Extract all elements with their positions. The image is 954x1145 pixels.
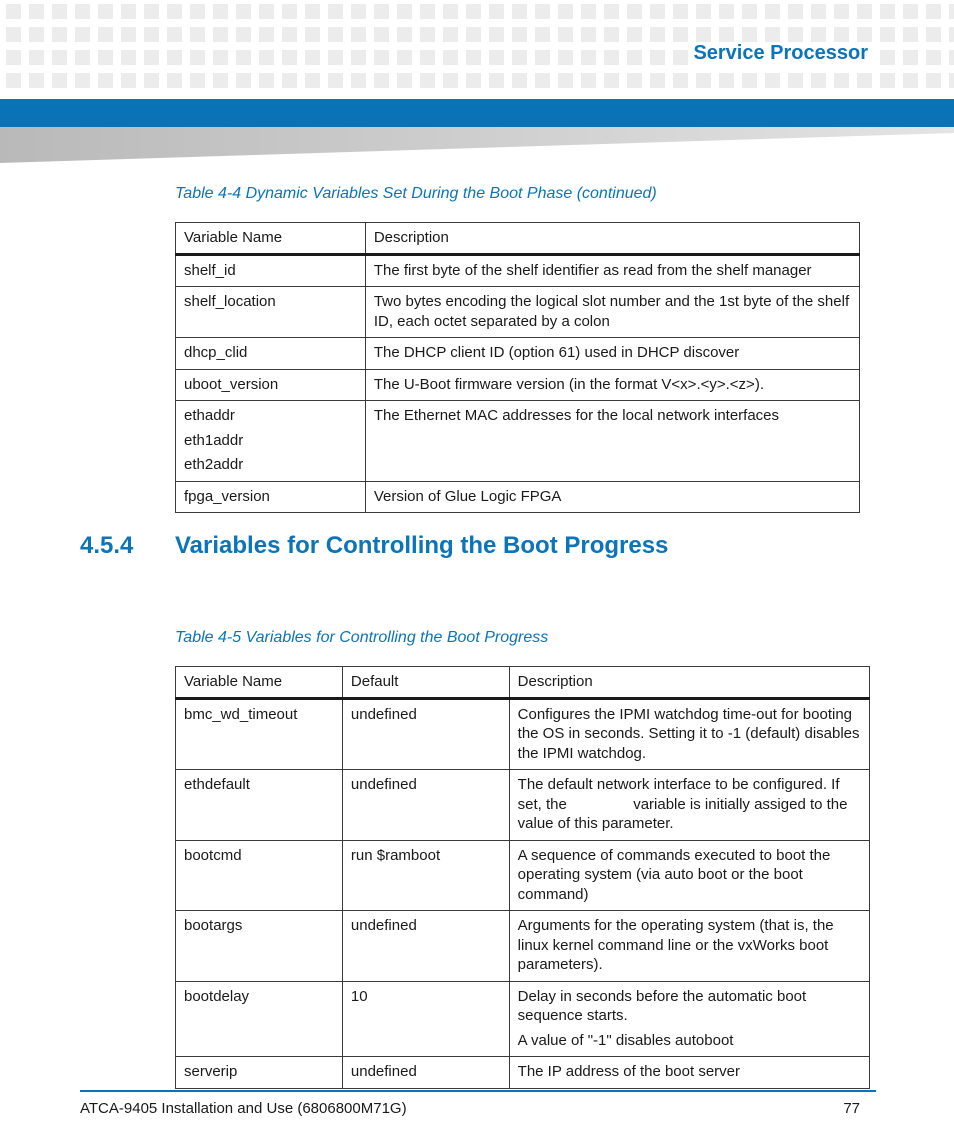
pattern-square — [627, 4, 642, 19]
pattern-square — [650, 4, 665, 19]
pattern-square — [328, 50, 343, 65]
pattern-square — [75, 50, 90, 65]
header-blue-band — [0, 99, 954, 127]
description-cell: The first byte of the shelf identifier as read from the shelf manager — [365, 254, 859, 287]
pattern-square — [236, 4, 251, 19]
pattern-square — [305, 4, 320, 19]
table-row — [176, 770, 870, 841]
pattern-square — [834, 73, 849, 88]
variable-name-cell: bmc_wd_timeout — [176, 698, 343, 770]
pattern-square — [857, 4, 872, 19]
pattern-square — [351, 73, 366, 88]
pattern-square — [443, 27, 458, 42]
pattern-square — [121, 27, 136, 42]
pattern-square — [857, 73, 872, 88]
pattern-square — [213, 50, 228, 65]
pattern-square — [144, 4, 159, 19]
pattern-square — [374, 50, 389, 65]
description-cell — [509, 770, 869, 841]
pattern-square — [604, 4, 619, 19]
column-header: Variable Name — [176, 223, 366, 255]
pattern-square — [489, 73, 504, 88]
table-row — [176, 254, 860, 287]
variable-name-cell — [176, 481, 366, 513]
column-header: Default — [342, 667, 509, 699]
pattern-square — [259, 50, 274, 65]
pattern-square — [52, 4, 67, 19]
pattern-square — [719, 27, 734, 42]
pattern-square — [604, 27, 619, 42]
pattern-square — [604, 50, 619, 65]
pattern-square — [834, 27, 849, 42]
pattern-square — [466, 27, 481, 42]
pattern-square — [190, 4, 205, 19]
description-cell — [509, 1057, 869, 1089]
pattern-square — [926, 50, 941, 65]
pattern-square — [880, 73, 895, 88]
pattern-square — [604, 73, 619, 88]
pattern-square — [903, 50, 918, 65]
section-heading — [80, 532, 668, 560]
variable-name: fpga_version — [184, 487, 270, 505]
pattern-square — [512, 73, 527, 88]
pattern-square — [558, 27, 573, 42]
pattern-square — [98, 50, 113, 65]
pattern-square — [673, 4, 688, 19]
pattern-square — [75, 27, 90, 42]
pattern-square — [29, 27, 44, 42]
pattern-square — [581, 50, 596, 65]
pattern-square — [466, 73, 481, 88]
pattern-square — [535, 73, 550, 88]
pattern-square — [811, 4, 826, 19]
pattern-square — [121, 73, 136, 88]
pattern-square — [535, 50, 550, 65]
footer-document-title: ATCA-9405 Installation and Use (6806800M71G) — [80, 1100, 407, 1117]
variable-name-cell — [176, 254, 366, 287]
description-cell — [509, 911, 869, 982]
pattern-square — [144, 27, 159, 42]
pattern-square — [282, 50, 297, 65]
pattern-square — [512, 27, 527, 42]
pattern-square — [420, 27, 435, 42]
table-row — [176, 698, 870, 770]
table-header-row — [176, 667, 870, 699]
pattern-square — [535, 27, 550, 42]
pattern-square — [29, 4, 44, 19]
section-title: Variables for Controlling the Boot Progress — [175, 532, 669, 559]
pattern-square — [29, 73, 44, 88]
pattern-square — [926, 4, 941, 19]
description-cell: The U-Boot firmware version (in the format V<x>.<y>.<z>). — [365, 369, 859, 401]
pattern-square — [52, 27, 67, 42]
pattern-square — [52, 50, 67, 65]
description-text: The IP address of the boot server — [517, 1063, 741, 1080]
pattern-square — [213, 27, 228, 42]
pattern-square — [420, 73, 435, 88]
footer-rule — [80, 1090, 876, 1092]
pattern-square — [305, 27, 320, 42]
pattern-square — [765, 4, 780, 19]
pattern-square — [926, 73, 941, 88]
description-text: A value of "-1" disables autoboot — [517, 1031, 734, 1049]
pattern-square — [6, 73, 21, 88]
table-row — [176, 981, 870, 1057]
pattern-square — [673, 50, 688, 65]
pattern-square — [949, 27, 954, 42]
page-number: 77 — [843, 1100, 860, 1117]
pattern-square — [581, 73, 596, 88]
pattern-square — [167, 73, 182, 88]
variable-name: eth1addr — [184, 431, 244, 449]
pattern-square — [420, 50, 435, 65]
description-text: Arguments for the operating system (that is, the linux kernel command line or the vxWorks boot parameters). — [517, 917, 834, 973]
pattern-square — [719, 4, 734, 19]
variable-name: ethaddr — [184, 407, 235, 424]
column-header: Variable Name — [176, 667, 343, 699]
pattern-square — [259, 4, 274, 19]
pattern-square — [443, 73, 458, 88]
variable-name: shelf_location — [184, 293, 276, 310]
pattern-square — [811, 27, 826, 42]
pattern-square — [627, 27, 642, 42]
pattern-square — [282, 73, 297, 88]
variable-name-cell — [176, 287, 366, 338]
dynamic-variables-table — [175, 222, 860, 513]
pattern-square — [903, 27, 918, 42]
pattern-square — [903, 73, 918, 88]
pattern-square — [834, 4, 849, 19]
pattern-square — [650, 73, 665, 88]
table-row — [176, 287, 860, 338]
default-value-cell: undefined — [342, 770, 509, 841]
pattern-square — [696, 4, 711, 19]
table-row — [176, 840, 870, 911]
column-header: Description — [509, 667, 869, 699]
pattern-square — [558, 73, 573, 88]
pattern-square — [167, 4, 182, 19]
pattern-square — [696, 73, 711, 88]
pattern-square — [420, 4, 435, 19]
pattern-square — [98, 73, 113, 88]
default-value-cell: 10 — [342, 981, 509, 1057]
pattern-square — [880, 50, 895, 65]
pattern-square — [75, 4, 90, 19]
pattern-square — [236, 50, 251, 65]
variable-name-cell — [176, 338, 366, 370]
pattern-square — [328, 27, 343, 42]
pattern-square — [489, 4, 504, 19]
pattern-square — [374, 4, 389, 19]
table-row — [176, 481, 860, 513]
pattern-square — [719, 73, 734, 88]
pattern-square — [650, 27, 665, 42]
pattern-square — [581, 27, 596, 42]
pattern-square — [236, 73, 251, 88]
pattern-square — [443, 50, 458, 65]
pattern-square — [558, 4, 573, 19]
pattern-square — [880, 4, 895, 19]
table-caption: Table 4-4 Dynamic Variables Set During the Boot Phase (continued) — [175, 185, 657, 202]
pattern-square — [328, 73, 343, 88]
pattern-square — [742, 73, 757, 88]
table-row — [176, 338, 860, 370]
pattern-square — [466, 4, 481, 19]
table-row — [176, 1057, 870, 1089]
default-value-cell: undefined — [342, 698, 509, 770]
description-cell: The DHCP client ID (option 61) used in DHCP discover — [365, 338, 859, 370]
pattern-square — [742, 4, 757, 19]
description-cell — [509, 981, 869, 1057]
description-cell — [509, 698, 869, 770]
pattern-square — [236, 27, 251, 42]
pattern-square — [443, 4, 458, 19]
pattern-square — [190, 50, 205, 65]
pattern-square — [351, 27, 366, 42]
pattern-square — [213, 73, 228, 88]
variable-name: shelf_id — [184, 261, 236, 279]
pattern-square — [627, 73, 642, 88]
pattern-square — [29, 50, 44, 65]
pattern-square — [52, 73, 67, 88]
boot-progress-variables-table — [175, 666, 870, 1089]
pattern-square — [167, 50, 182, 65]
pattern-square — [190, 73, 205, 88]
description-text: The default network interface to be configured. If set, the — [517, 776, 840, 813]
pattern-square — [880, 27, 895, 42]
pattern-square — [673, 73, 688, 88]
description-cell: Two bytes encoding the logical slot number and the 1st byte of the shelf ID, each octet separated by a colon — [365, 287, 859, 338]
table-caption: Table 4-5 Variables for Controlling the Boot Progress — [175, 629, 549, 646]
default-value-cell: undefined — [342, 1057, 509, 1089]
pattern-square — [6, 27, 21, 42]
pattern-square — [305, 50, 320, 65]
pattern-square — [144, 50, 159, 65]
pattern-square — [512, 4, 527, 19]
header-grey-wedge — [0, 127, 954, 163]
pattern-square — [673, 27, 688, 42]
table-row — [176, 369, 860, 401]
pattern-square — [75, 73, 90, 88]
pattern-square — [144, 73, 159, 88]
table-header-row — [176, 223, 860, 255]
pattern-square — [949, 73, 954, 88]
pattern-square — [305, 73, 320, 88]
pattern-square — [259, 73, 274, 88]
description-cell — [509, 840, 869, 911]
pattern-square — [98, 4, 113, 19]
pattern-square — [121, 4, 136, 19]
pattern-square — [397, 4, 412, 19]
pattern-square — [696, 27, 711, 42]
pattern-square — [397, 27, 412, 42]
pattern-square — [374, 27, 389, 42]
pattern-square — [489, 27, 504, 42]
pattern-square — [374, 73, 389, 88]
variable-name-cell: bootcmd — [176, 840, 343, 911]
pattern-square — [121, 50, 136, 65]
pattern-square — [489, 50, 504, 65]
pattern-square — [282, 27, 297, 42]
description-text: Delay in seconds before the automatic boot sequence starts. — [517, 987, 807, 1024]
pattern-square — [581, 4, 596, 19]
pattern-square — [397, 50, 412, 65]
pattern-square — [351, 4, 366, 19]
pattern-square — [535, 4, 550, 19]
pattern-square — [949, 50, 954, 65]
default-value-cell: undefined — [342, 911, 509, 982]
variable-name: uboot_version — [184, 375, 279, 393]
pattern-square — [857, 27, 872, 42]
pattern-square — [558, 50, 573, 65]
default-value-cell: run $ramboot — [342, 840, 509, 911]
pattern-square — [512, 50, 527, 65]
pattern-square — [167, 27, 182, 42]
table-row — [176, 401, 860, 482]
pattern-square — [213, 4, 228, 19]
pattern-square — [259, 27, 274, 42]
pattern-square — [6, 50, 21, 65]
description-text: Configures the IPMI watchdog time-out for booting the OS in seconds. Setting it to -1 (default) disables the IPMI watchdog. — [517, 705, 860, 762]
pattern-square — [765, 27, 780, 42]
pattern-square — [328, 4, 343, 19]
description-cell: The Ethernet MAC addresses for the local network interfaces — [365, 401, 859, 482]
pattern-square — [397, 73, 412, 88]
pattern-square — [765, 73, 780, 88]
pattern-square — [466, 50, 481, 65]
pattern-square — [949, 4, 954, 19]
pattern-square — [788, 27, 803, 42]
pattern-square — [190, 27, 205, 42]
pattern-square — [351, 50, 366, 65]
variable-name-cell — [176, 369, 366, 401]
pattern-square — [742, 27, 757, 42]
pattern-square — [926, 27, 941, 42]
variable-name: eth2addr — [184, 456, 244, 473]
column-header: Description — [365, 223, 859, 255]
variable-name-cell: bootargs — [176, 911, 343, 982]
pattern-square — [903, 4, 918, 19]
variable-name-cell — [176, 401, 366, 482]
variable-name-cell: serverip — [176, 1057, 343, 1089]
pattern-square — [788, 4, 803, 19]
pattern-square — [788, 73, 803, 88]
pattern-square — [650, 50, 665, 65]
pattern-square — [98, 27, 113, 42]
pattern-square — [282, 4, 297, 19]
running-header-title: Service Processor — [689, 42, 872, 65]
table-row — [176, 911, 870, 982]
section-number: 4.5.4 — [80, 532, 134, 559]
pattern-square — [627, 50, 642, 65]
pattern-square — [6, 4, 21, 19]
description-cell: Version of Glue Logic FPGA — [365, 481, 859, 513]
variable-name-cell: ethdefault — [176, 770, 343, 841]
description-text: A sequence of commands executed to boot the operating system (via auto boot or the boot command) — [517, 846, 831, 903]
variable-name-cell: bootdelay — [176, 981, 343, 1057]
description-text: variable is initially assiged to the value of this parameter. — [517, 795, 848, 832]
variable-name: dhcp_clid — [184, 344, 248, 361]
pattern-square — [811, 73, 826, 88]
